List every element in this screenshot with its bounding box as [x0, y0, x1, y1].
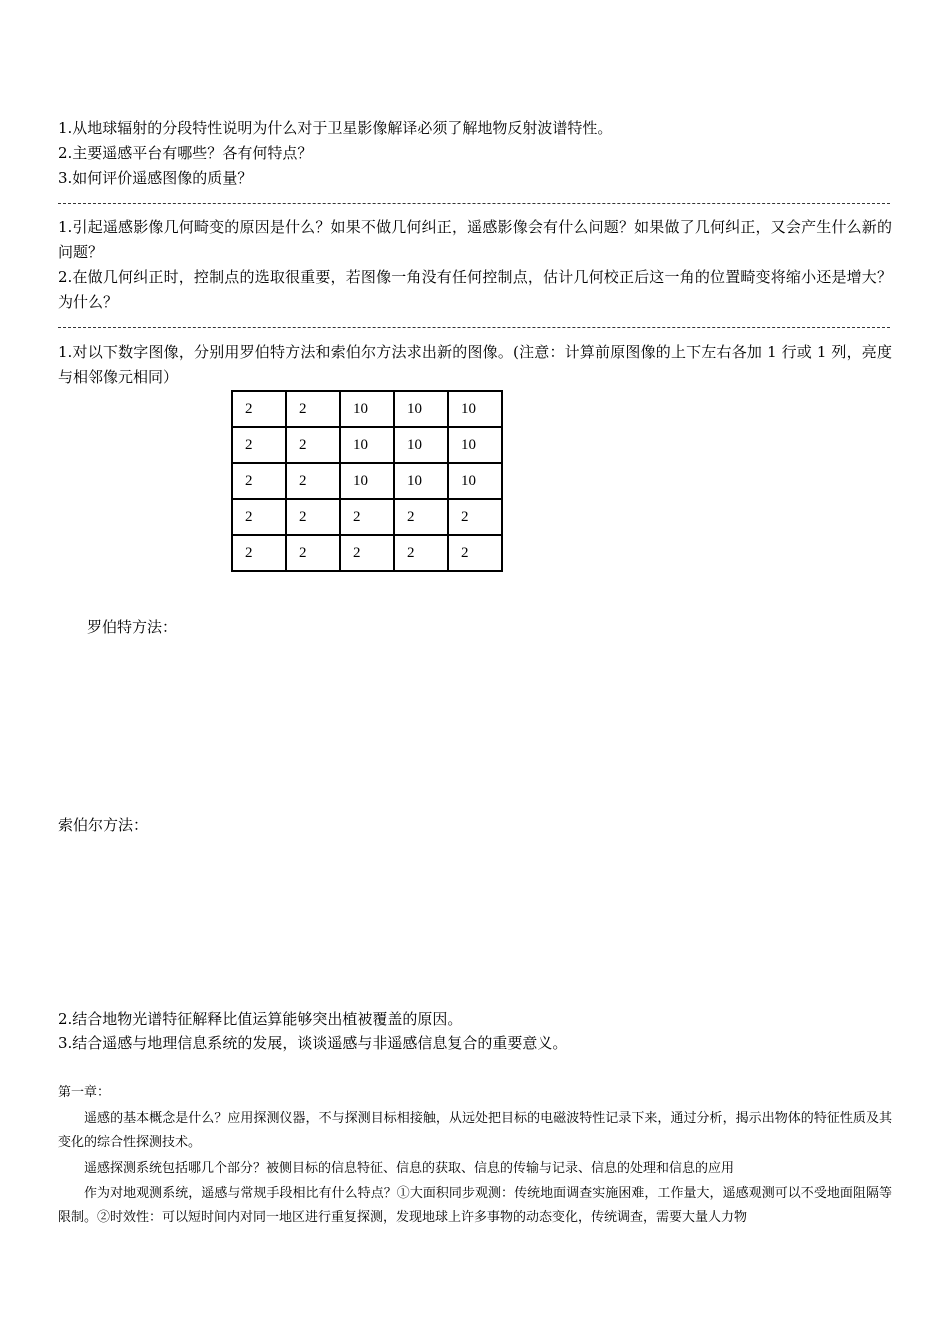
- grid-row: [232, 463, 502, 499]
- question-s1-2: 2.主要遥感平台有哪些？各有何特点？: [58, 144, 313, 162]
- grid-cell: 2: [286, 427, 340, 463]
- grid-cell: 2: [232, 535, 286, 571]
- grid-cell: 2: [394, 535, 448, 571]
- grid-cell: 2: [232, 499, 286, 535]
- grid-row: [232, 499, 502, 535]
- grid-cell: 2: [286, 391, 340, 427]
- grid-cell: 2: [394, 499, 448, 535]
- grid-cell: 2: [340, 499, 394, 535]
- chapter-paragraph-1: 遥感的基本概念是什么？应用探测仪器，不与探测目标相接触，从远处把目标的电磁波特性记录下来，通过分析，揭示出物体的特征性质及其变化的综合性探测技术。: [58, 1111, 892, 1150]
- grid-cell: 10: [340, 391, 394, 427]
- grid-cell: 10: [394, 463, 448, 499]
- grid-cell: 10: [394, 427, 448, 463]
- grid-cell: 10: [340, 427, 394, 463]
- grid-cell: 2: [232, 427, 286, 463]
- digital-image-grid: [231, 390, 503, 572]
- question-s3-3: 3.结合遥感与地理信息系统的发展，谈谈遥感与非遥感信息复合的重要意义。: [58, 1034, 568, 1052]
- chapter-paragraph-2: 遥感探测系统包括哪几个部分？被侧目标的信息特征、信息的获取、信息的传输与记录、信息的处理和信息的应用: [84, 1161, 735, 1176]
- grid-cell: 2: [286, 463, 340, 499]
- sobel-method-label: 索伯尔方法：: [58, 816, 149, 834]
- grid-row: [232, 427, 502, 463]
- grid-cell: 2: [286, 535, 340, 571]
- grid-cell: 2: [232, 463, 286, 499]
- grid-cell: 2: [448, 535, 502, 571]
- grid-cell: 10: [448, 391, 502, 427]
- grid-cell: 2: [286, 499, 340, 535]
- grid-cell: 10: [448, 463, 502, 499]
- question-s1-1: 1.从地球辐射的分段特性说明为什么对于卫星影像解译必须了解地物反射波谱特性。: [58, 119, 613, 137]
- grid-cell: 2: [340, 535, 394, 571]
- grid-cell: 10: [340, 463, 394, 499]
- question-s2-2: 2.在做几何纠正时，控制点的选取很重要，若图像一角没有任何控制点，估计几何校正后这一角的位置畸变将缩小还是增大？为什么？: [58, 268, 892, 311]
- grid-cell: 2: [448, 499, 502, 535]
- roberts-method-label: 罗伯特方法：: [87, 618, 178, 636]
- question-s3-1: 1.对以下数字图像，分别用罗伯特方法和索伯尔方法求出新的图像。(注意：计算前原图像的上下左右各加 1 行或 1 列，亮度与相邻像元相同）: [58, 343, 892, 386]
- grid-cell: 10: [394, 391, 448, 427]
- chapter-paragraph-3: 作为对地观测系统，遥感与常规手段相比有什么特点？①大面积同步观测：传统地面调查实施困难，工作量大，遥感观测可以不受地面阻隔等限制。②时效性：可以短时间内对同一地区进行重复探测，发现地球上许多事物的动态变化，传统调查，需要大量人力物: [58, 1186, 892, 1225]
- section-divider: [58, 203, 890, 204]
- chapter-title: 第一章：: [58, 1085, 111, 1100]
- grid-row: [232, 535, 502, 571]
- grid-cell: 2: [232, 391, 286, 427]
- question-s3-2: 2.结合地物光谱特征解释比值运算能够突出植被覆盖的原因。: [58, 1010, 463, 1028]
- grid-cell: 10: [448, 427, 502, 463]
- section-divider: [58, 327, 890, 328]
- question-s2-1: 1.引起遥感影像几何畸变的原因是什么？如果不做几何纠正，遥感影像会有什么问题？如果做了几何纠正，又会产生什么新的问题？: [58, 218, 892, 261]
- question-s1-3: 3.如何评价遥感图像的质量？: [58, 169, 253, 187]
- grid-row: [232, 391, 502, 427]
